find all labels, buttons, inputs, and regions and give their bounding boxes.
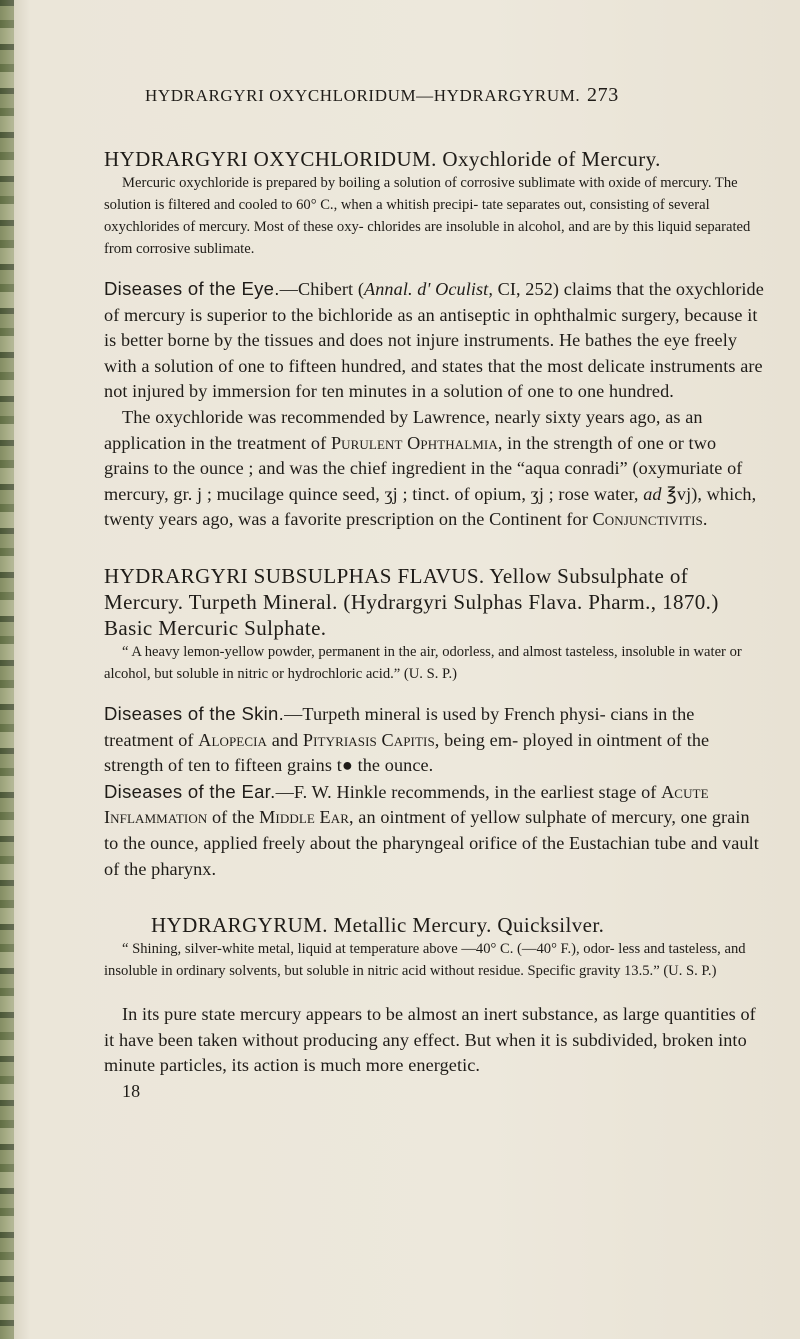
- hydrargyrum-paragraph: In its pure state mercury appears to be almost an inert substance, as large quantities of it have been taken without producing any effect. But when it is subdivided, broken into minute particles, its action is much more energetic.: [104, 1004, 756, 1076]
- lawrence-ad: ad: [643, 483, 662, 504]
- page-number: 273: [587, 84, 619, 106]
- signature-mark: 18: [122, 1080, 141, 1101]
- acute-inflammation-term: Acute Inflammation: [104, 781, 709, 828]
- oxychloridum-description: Mercuric oxychloride is prepared by boiling a solution of corrosive sublimate with oxide of mercury. The solution is filtered and cooled to 60° C., when a whitish precipi- tate separates out, consisting of several oxychlorides of mercury. Most of these oxy- chlorides are insoluble in alcohol, and are by this liquid separated from corrosive sublimate.: [104, 175, 751, 257]
- section-title-hydrargyrum: HYDRARGYRUM. Metallic Mercury. Quicksilver.: [151, 913, 605, 938]
- eye-text-2: CI, 252) claims that the oxychloride of mercury is superior to the bichloride as an antiseptic in ophthalmic surgery, because it is better borne by the tissues and does not injure instruments. He bathes the eye freely with a solution of one to fifteen hundred, and states that the most delicate instruments are not injured by immersion for ten minutes in a solution of one to one hundred.: [104, 279, 764, 402]
- ear-text-1: —F. W. Hinkle recommends, in the earliest stage of: [275, 781, 662, 802]
- eye-paragraph: [104, 276, 764, 405]
- lawrence-text-1: The oxychloride was recommended by Lawrence, nearly sixty years ago, as an application in the treatment of: [104, 406, 703, 453]
- pityriasis-capitis-term: Pityriasis Capitis: [302, 729, 435, 750]
- alopecia-term: Alopecia: [198, 729, 268, 750]
- skin-heading: Diseases of the Skin.: [104, 702, 285, 724]
- hydrargyrum-description: “ Shining, silver-white metal, liquid at temperature above —40° C. (—40° F.), odor- less and tasteless, and insoluble in ordinary solvents, but soluble in nitric acid without residue. Specific gravity 13.5.” (U. S. P.): [104, 941, 746, 980]
- lawrence-text-4: .: [702, 509, 708, 530]
- skin-text-2: and: [267, 729, 303, 750]
- skin-text-3: , being em- ployed in ointment of the strength of ten to fifteen grains t● the ounce.: [104, 729, 710, 776]
- skin-paragraph: [104, 701, 764, 779]
- lawrence-paragraph: [104, 405, 764, 533]
- skin-text-1: —Turpeth mineral is used by French physi- cians in the treatment of: [104, 703, 695, 750]
- section-title-oxychloridum: HYDRARGYRI OXYCHLORIDUM. Oxychloride of Mercury.: [104, 147, 661, 171]
- running-title: HYDRARGYRI OXYCHLORIDUM—HYDRARGYRUM.: [145, 86, 581, 105]
- eye-text-1: —Chibert (: [279, 279, 365, 299]
- eye-heading: Diseases of the Eye.: [104, 278, 280, 299]
- ear-paragraph: [104, 779, 764, 882]
- page-gutter-edge: [0, 0, 14, 1339]
- conjunctivitis-term: Conjunctivitis: [592, 509, 703, 530]
- page-content: [104, 146, 764, 1104]
- subsulphas-description: “ A heavy lemon-yellow powder, permanent in the air, odorless, and almost tasteless, insoluble in water or alcohol, but soluble in nitric or hydrochloric acid.” (U. S. P.): [104, 643, 742, 682]
- section-title-subsulphas: HYDRARGYRI SUBSULPHAS FLAVUS. Yellow Subsulphate of Mercury. Turpeth Mineral. (Hydrargyri Sulphas Flava. Pharm., 1870.) Basic Mercuric Sulphate.: [104, 563, 719, 640]
- lawrence-text-2: , in the strength of one or two grains to the ounce ; and was the chief ingredient in the “aqua conradi” (oxymuriate of mercury, gr. j ; mucilage quince seed, ʒj ; tinct. of opium, ʒj ; rose water,: [104, 432, 743, 504]
- purulent-ophthalmia-term: Purulent Ophthalmia: [330, 432, 498, 453]
- ear-text-3: , an ointment of yellow sulphate of mercury, one grain to the ounce, applied freely about the pharyngeal orifice of the Eustachian tube and vault of the pharynx.: [104, 807, 759, 879]
- ear-text-2: of the: [207, 807, 260, 828]
- middle-ear-term: Middle Ear: [259, 807, 350, 828]
- eye-citation: Annal. d' Oculist,: [364, 279, 493, 299]
- lawrence-text-3: ℥vj), which, twenty years ago, was a favorite prescription on the Continent for: [104, 483, 757, 530]
- ear-heading: Diseases of the Ear.: [104, 780, 276, 802]
